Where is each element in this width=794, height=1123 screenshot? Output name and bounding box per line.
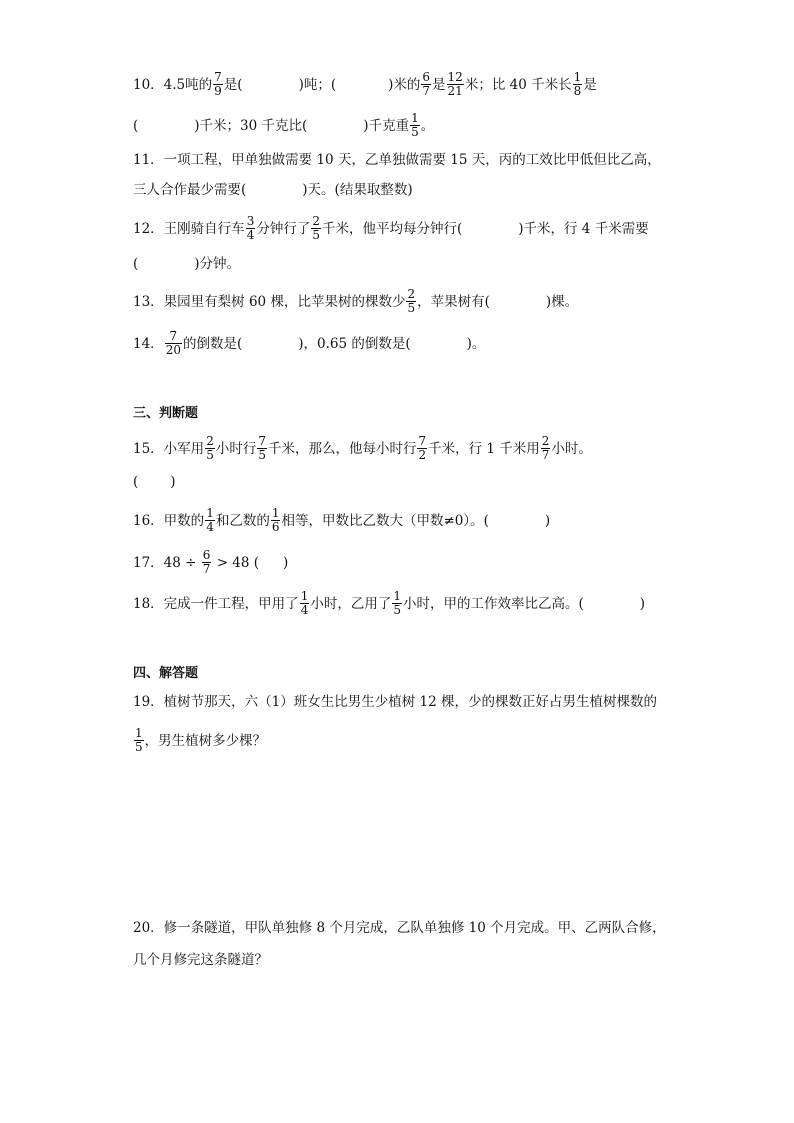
fraction: $\frac{6}{7}$	[202, 548, 211, 576]
question-20-line-1: 20．修一条隧道，甲队单独修 8 个月完成，乙队单独修 10 个月完成。甲、乙两队合修，	[133, 920, 666, 936]
question-11-line-2: 三人合作最少需要( )天。(结果取整数)	[133, 182, 413, 198]
question-10-line-1: 10．4.5吨的 $\frac{7}{9}$ 是( )吨；( )米的 $\frac{6}{7}$ 是 $\frac{12}{21}$ 米；比 40 千米长 $\frac{1}{8}$ 是	[133, 70, 597, 98]
fraction: $\frac{2}{5}$	[407, 287, 416, 315]
fraction: $\frac{12}{21}$	[447, 70, 463, 98]
question-19-line-2: $\frac{1}{5}$ ，男生植树多少棵？	[135, 726, 267, 754]
question-17: 17．48 ÷ $\frac{6}{7}$ > 48 ( )	[133, 548, 289, 576]
fraction: $\frac{7}{20}$	[165, 329, 181, 357]
fraction: $\frac{2}{5}$	[312, 214, 320, 242]
question-20-line-2: 几个月修完这条隧道？	[133, 952, 268, 968]
question-11-line-1: 11．一项工程，甲单独做需要 10 天，乙单独做需要 15 天，丙的工效比甲低但比乙高，	[133, 152, 661, 168]
fraction: $\frac{2}{5}$	[206, 434, 214, 462]
question-13: 13．果园里有梨树 60 棵，比苹果树的棵数少 $\frac{2}{5}$ ，苹果树有( )棵。	[133, 287, 579, 315]
fraction: $\frac{7}{5}$	[258, 434, 266, 462]
fraction: $\frac{1}{6}$	[271, 506, 280, 534]
fraction: $\frac{2}{7}$	[541, 434, 550, 462]
question-15-line-2: ( )	[133, 474, 176, 490]
fraction: $\frac{1}{5}$	[135, 726, 143, 754]
fraction: $\frac{1}{5}$	[411, 111, 419, 139]
question-15-line-1: 15．小军用 $\frac{2}{5}$ 小时行 $\frac{7}{5}$ 千米，那么，他每小时行 $\frac{7}{2}$ 千米，行 1 千米用 $\frac{2}{7}$ 小时。	[133, 434, 592, 462]
fraction: $\frac{7}{9}$	[214, 70, 222, 98]
fraction: $\frac{1}{4}$	[300, 589, 309, 617]
fraction: $\frac{6}{7}$	[422, 70, 431, 98]
section-heading-solve: 四、解答题	[133, 666, 199, 681]
question-12-line-1: 12．王刚骑自行车 $\frac{3}{4}$ 分钟行了 $\frac{2}{5}$ 千米，他平均每分钟行( )千米，行 4 千米需要	[133, 214, 649, 242]
question-12-line-2: ( )分钟。	[133, 256, 241, 272]
fraction: $\frac{1}{4}$	[206, 506, 214, 534]
question-16: 16．甲数的 $\frac{1}{4}$ 和乙数的 $\frac{1}{6}$ 相等，甲数比乙数大（甲数≠0）。( )	[133, 506, 551, 534]
question-10-line-2: ( )千米；30 千克比( )千克重 $\frac{1}{5}$ 。	[133, 111, 435, 139]
fraction: $\frac{3}{4}$	[246, 214, 255, 242]
fraction: $\frac{1}{8}$	[573, 70, 582, 98]
question-14: 14． $\frac{7}{20}$ 的倒数是( )，0.65 的倒数是( )。	[133, 329, 486, 357]
fraction: $\frac{7}{2}$	[418, 434, 427, 462]
section-heading-judgement: 三、判断题	[133, 406, 199, 421]
question-19-line-1: 19．植树节那天，六（1）班女生比男生少植树 12 棵，少的棵数正好占男生植树棵数的	[133, 694, 658, 710]
fraction: $\frac{1}{5}$	[393, 589, 401, 617]
question-18: 18．完成一件工程，甲用了 $\frac{1}{4}$ 小时，乙用了 $\frac{1}{5}$ 小时，甲的工作效率比乙高。( )	[133, 589, 646, 617]
